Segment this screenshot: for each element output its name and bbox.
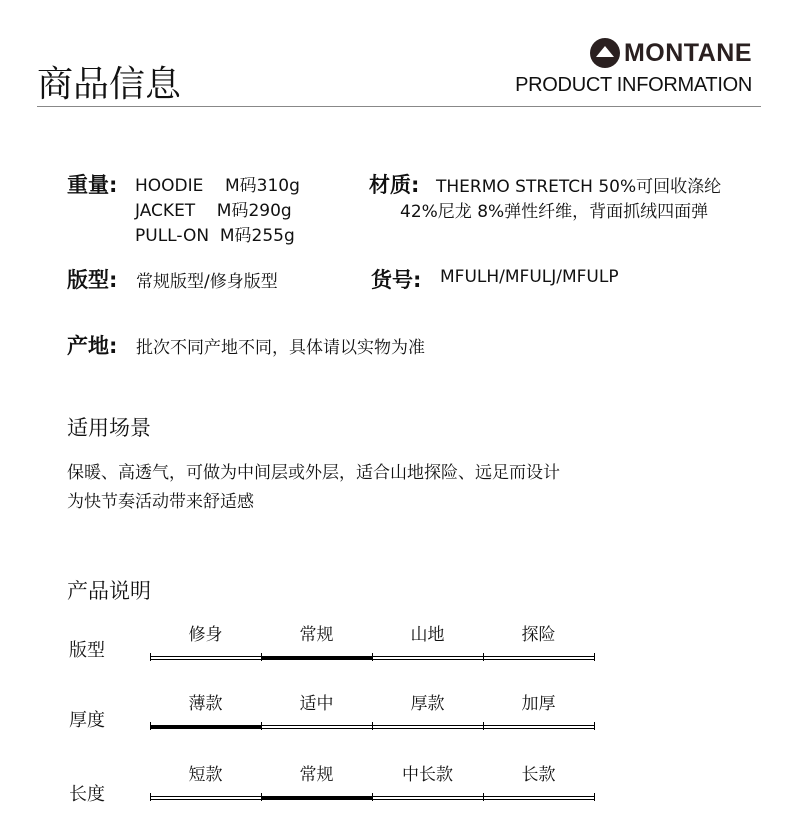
scale-tick <box>594 793 595 801</box>
scale-option: 薄款 <box>188 694 223 714</box>
scale-tick <box>150 793 151 801</box>
origin-value: 批次不同产地不同，具体请以实物为准 <box>136 338 425 358</box>
scale-tick <box>372 653 373 661</box>
scale-tick <box>594 722 595 730</box>
sku-label: 货号: <box>371 268 422 292</box>
scale-option: 探险 <box>521 625 556 645</box>
scale-option: 短款 <box>188 765 223 785</box>
weight-values <box>135 174 300 249</box>
scale-tick <box>261 653 262 661</box>
weight-jacket: JACKET M码290g <box>135 201 292 221</box>
weight-pullon: PULL-ON M码255g <box>135 226 295 246</box>
scale-row-label: 厚度 <box>69 710 105 731</box>
scale-option: 常规 <box>299 625 334 645</box>
scale-tick <box>150 653 151 661</box>
description-title: 产品说明 <box>67 579 151 603</box>
scale-tick <box>372 793 373 801</box>
material-line-2: 42%尼龙 8%弹性纤维，背面抓绒四面弹 <box>400 202 709 222</box>
weight-hoodie: HOODIE M码310g <box>135 176 300 196</box>
scenario-line: 为快节奏活动带来舒适感 <box>67 492 254 512</box>
scale-tick <box>483 793 484 801</box>
scale-tick <box>372 722 373 730</box>
origin-label: 产地: <box>67 334 118 358</box>
weight-label: 重量: <box>67 173 118 197</box>
scale-tick <box>483 653 484 661</box>
scale-row-label: 长度 <box>69 784 105 805</box>
sku-value: MFULH/MFULJ/MFULP <box>440 267 619 287</box>
montane-mountain-icon <box>590 38 620 68</box>
scale-tick <box>261 793 262 801</box>
scenario-line: 保暖、高透气，可做为中间层或外层，适合山地探险、远足而设计 <box>67 463 560 483</box>
scale-row <box>150 760 595 800</box>
scale-option: 山地 <box>410 625 445 645</box>
scenario-title: 适用场景 <box>67 416 151 440</box>
material-line-1: THERMO STRETCH 50%可回收涤纶 <box>436 177 722 197</box>
scale-row <box>150 620 595 660</box>
scale-option: 长款 <box>521 765 556 785</box>
fit-label: 版型: <box>67 268 118 292</box>
scenario-text <box>67 459 560 517</box>
scale-tick <box>150 722 151 730</box>
brand-logo <box>590 38 752 68</box>
page-subtitle: PRODUCT INFORMATION <box>515 74 752 96</box>
scale-row <box>150 689 595 729</box>
scale-tick <box>594 653 595 661</box>
scale-option: 加厚 <box>521 694 556 714</box>
scale-row-label: 版型 <box>69 640 105 661</box>
page-title: 商品信息 <box>37 64 182 105</box>
scale-option: 中长款 <box>402 765 453 785</box>
scale-selected-fill <box>261 656 372 660</box>
scale-option: 常规 <box>299 765 334 785</box>
divider <box>37 106 761 107</box>
scale-option: 厚款 <box>410 694 445 714</box>
brand-name: MONTANE <box>623 38 752 67</box>
scale-tick <box>483 722 484 730</box>
material-label: 材质: <box>369 173 420 197</box>
scale-option: 适中 <box>299 694 334 714</box>
scale-selected-fill <box>261 796 372 800</box>
scale-option: 修身 <box>188 625 223 645</box>
scale-tick <box>261 722 262 730</box>
scale-selected-fill <box>150 725 261 729</box>
fit-value: 常规版型/修身版型 <box>136 272 278 292</box>
